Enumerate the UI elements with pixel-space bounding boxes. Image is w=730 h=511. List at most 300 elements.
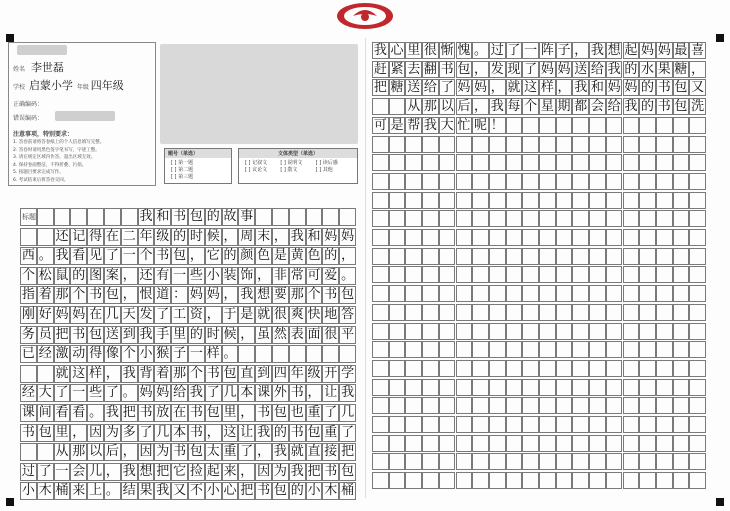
- handwritten-char: 把: [307, 463, 321, 479]
- handwritten-char: 阵: [540, 43, 554, 58]
- grid-cell: [372, 266, 389, 283]
- handwritten-char: ，: [557, 80, 571, 96]
- handwritten-char: 赶: [373, 61, 387, 77]
- grid-cell: [472, 229, 489, 246]
- note-item: 5. 按题目要求完成写作。: [13, 170, 64, 175]
- grid-cell: [439, 435, 456, 452]
- grid-cell: [389, 98, 406, 115]
- handwritten-char: 资: [189, 307, 203, 322]
- grid-cell: [606, 323, 623, 340]
- grid-cell: [389, 154, 406, 171]
- grid-cell: [422, 210, 439, 227]
- grid-cell: [673, 248, 690, 265]
- grid-cell: [689, 304, 706, 321]
- grid-cell: [572, 416, 589, 433]
- grid-cell: [623, 210, 640, 227]
- handwritten-char: 。: [223, 346, 237, 362]
- handwritten-char: ：: [173, 287, 187, 303]
- grid-cell: [489, 210, 506, 227]
- handwritten-char: 来: [72, 483, 86, 499]
- handwritten-char: 几: [223, 385, 237, 401]
- handwritten-char: 发: [490, 61, 504, 77]
- handwritten-char: 快: [307, 307, 321, 322]
- handwritten-char: 个: [72, 287, 86, 303]
- handwritten-char: 道: [156, 287, 170, 303]
- grid-cell: [405, 472, 422, 489]
- handwritten-char: 地: [324, 307, 338, 322]
- handwritten-char: 重: [324, 424, 338, 440]
- handwritten-char: 了: [156, 307, 170, 322]
- handwritten-char: 桶: [55, 483, 69, 499]
- grid-cell: [456, 360, 473, 377]
- grid-cell: [20, 228, 37, 246]
- grid-cell: [656, 472, 673, 489]
- handwritten-char: 样: [206, 346, 220, 362]
- handwritten-char: 过: [21, 463, 35, 479]
- grid-cell: [472, 453, 489, 470]
- grid-cell: [522, 472, 539, 489]
- handwritten-char: 还: [139, 267, 153, 283]
- grid-cell: [489, 472, 506, 489]
- grid-cell: [606, 379, 623, 396]
- grid-cell: [422, 136, 439, 153]
- grid-cell: [639, 229, 656, 246]
- handwritten-char: 二: [122, 228, 136, 244]
- grid-cell: [489, 285, 506, 302]
- grid-cell: [539, 453, 556, 470]
- grid-cell: [539, 173, 556, 190]
- handwritten-char: 给: [590, 61, 604, 77]
- grid-cell: [623, 304, 640, 321]
- handwritten-char: 书: [189, 405, 203, 420]
- note-item: 2. 答卷时请用黑色签字笔书写，字迹工整。: [13, 147, 100, 153]
- genre-option[interactable]: [ ] 读后感: [315, 160, 338, 166]
- grid-cell: [472, 285, 489, 302]
- grid-cell: [405, 379, 422, 396]
- handwritten-char: 一: [189, 346, 203, 362]
- grid-cell: [522, 173, 539, 190]
- handwritten-char: 木: [38, 483, 52, 499]
- grid-cell: [372, 304, 389, 321]
- grid-cell: [472, 304, 489, 321]
- grid-cell: [506, 472, 523, 489]
- handwritten-char: 发: [139, 307, 153, 322]
- handwritten-char: 课: [257, 385, 271, 401]
- handwritten-char: 星: [540, 99, 554, 115]
- handwritten-char: 把: [373, 80, 387, 96]
- handwritten-char: 着: [156, 365, 170, 381]
- grid-cell: [389, 285, 406, 302]
- grid-cell: [673, 435, 690, 452]
- grid-cell: [522, 360, 539, 377]
- grid-cell: [422, 379, 439, 396]
- handwritten-char: 妈: [457, 80, 471, 96]
- grid-cell: [589, 192, 606, 209]
- grid-cell: [539, 472, 556, 489]
- handwritten-char: 可: [307, 267, 321, 283]
- grid-cell: [405, 248, 422, 265]
- grid-cell: [539, 285, 556, 302]
- grid-cell: [606, 229, 623, 246]
- grid-cell: [656, 154, 673, 171]
- handwritten-char: 因: [257, 463, 271, 479]
- grid-cell: [639, 192, 656, 209]
- handwritten-char: 常: [290, 267, 304, 283]
- grid-cell: [606, 248, 623, 265]
- note-item: 1. 答卷前请将答卷纸上的个人信息填写完整。: [13, 140, 105, 145]
- grid-cell: [389, 435, 406, 452]
- grid-cell: [372, 416, 389, 433]
- handwritten-char: 了: [507, 43, 521, 58]
- code-row-correct: [13, 99, 43, 108]
- grid-cell: [372, 379, 389, 396]
- grid-cell: [639, 323, 656, 340]
- grid-cell: [506, 136, 523, 153]
- handwritten-char: 几: [156, 424, 170, 440]
- grid-cell: [539, 379, 556, 396]
- handwritten-char: 小: [21, 483, 35, 499]
- grid-cell: [439, 453, 456, 470]
- grid-cell: [289, 208, 306, 226]
- handwritten-char: 些: [189, 267, 203, 283]
- redacted-barcode-area: [160, 44, 358, 144]
- handwritten-char: 书: [290, 385, 304, 401]
- handwritten-char: 可: [373, 117, 387, 133]
- grid-cell: [522, 154, 539, 171]
- handwritten-char: 了: [38, 463, 52, 479]
- grid-cell: [572, 173, 589, 190]
- grid-cell: [422, 304, 439, 321]
- grid-cell: [422, 397, 439, 414]
- grid-cell: [489, 229, 506, 246]
- grid-cell: [20, 443, 37, 461]
- handwritten-char: 这: [524, 80, 538, 96]
- handwritten-char: 妈: [607, 80, 621, 96]
- handwritten-char: 喜: [691, 43, 705, 58]
- grid-cell: [673, 136, 690, 153]
- grid-cell: [572, 397, 589, 414]
- grid-cell: [372, 360, 389, 377]
- handwritten-char: 。: [38, 248, 52, 264]
- grid-cell: [372, 472, 389, 489]
- note-item: 4. 保持卷面整洁，不得折叠、污损。: [13, 162, 87, 168]
- handwritten-char: 来: [223, 463, 237, 479]
- grid-cell: [439, 397, 456, 414]
- grid-cell: [639, 266, 656, 283]
- grid-cell: [639, 397, 656, 414]
- grid-cell: [489, 397, 506, 414]
- grid-cell: [372, 453, 389, 470]
- handwritten-char: 。: [341, 267, 355, 283]
- grid-cell: [472, 210, 489, 227]
- handwritten-char: 和: [590, 80, 604, 96]
- handwritten-char: 末: [257, 228, 271, 244]
- grid-cell: [639, 435, 656, 452]
- grid-cell: [689, 154, 706, 171]
- handwritten-char: 样: [540, 80, 554, 96]
- handwritten-char: 了: [324, 405, 338, 420]
- topic-option[interactable]: [ ] 第一题: [171, 160, 194, 166]
- handwritten-char: 给: [173, 385, 187, 401]
- grid-cell: [673, 397, 690, 414]
- handwritten-char: 是: [273, 248, 287, 264]
- handwritten-char: 天: [122, 307, 136, 322]
- handwritten-char: 包: [105, 287, 119, 303]
- handwritten-char: 把: [156, 463, 170, 479]
- correct-code-label: 正确编码：: [13, 101, 44, 108]
- organization-logo: [335, 2, 395, 30]
- topic-option[interactable]: [ ] 第二题: [171, 167, 194, 173]
- handwritten-char: 为: [273, 463, 287, 479]
- grid-cell: [639, 117, 656, 134]
- handwritten-char: 捡: [189, 463, 203, 479]
- name-row: [13, 59, 64, 75]
- handwritten-char: 包: [341, 463, 355, 479]
- handwritten-char: 我: [624, 99, 638, 115]
- handwritten-char: 包: [273, 483, 287, 499]
- redacted-area: [17, 45, 67, 55]
- grid-cell: [572, 248, 589, 265]
- grid-cell: [422, 341, 439, 358]
- genre-option[interactable]: [ ] 其他: [315, 167, 333, 173]
- genre-option[interactable]: [ ] 散文: [280, 167, 298, 173]
- grid-cell: [689, 136, 706, 153]
- grid-cell: [623, 323, 640, 340]
- grid-cell: [572, 192, 589, 209]
- grid-cell: [606, 360, 623, 377]
- grid-cell: [606, 173, 623, 190]
- grid-cell: [522, 266, 539, 283]
- handwritten-char: 它: [206, 248, 220, 264]
- handwritten-char: 书: [21, 424, 35, 440]
- handwritten-char: 小: [307, 483, 321, 499]
- grid-cell: [506, 416, 523, 433]
- handwritten-char: 妈: [641, 43, 655, 58]
- handwritten-char: 个: [122, 346, 136, 362]
- grid-cell: [589, 173, 606, 190]
- grid-cell: [522, 416, 539, 433]
- grid-cell: [572, 266, 589, 283]
- handwritten-char: 书: [257, 483, 271, 499]
- handwritten-char: ，: [105, 365, 119, 381]
- handwritten-char: 包: [189, 209, 203, 224]
- handwritten-char: 故: [223, 209, 237, 224]
- grid-cell: [255, 208, 272, 226]
- handwritten-char: 妈: [72, 307, 86, 322]
- grid-cell: [389, 416, 406, 433]
- handwritten-char: 书: [290, 424, 304, 440]
- grid-cell: [656, 117, 673, 134]
- grid-cell: [522, 285, 539, 302]
- grid-cell: [405, 229, 422, 246]
- handwritten-char: 了: [105, 248, 119, 264]
- handwritten-char: 书: [189, 424, 203, 440]
- handwritten-char: 愧: [457, 43, 471, 58]
- alignment-mark: [6, 34, 14, 42]
- grid-cell: [506, 341, 523, 358]
- handwritten-char: 直: [240, 365, 254, 381]
- handwritten-char: 好: [38, 307, 52, 322]
- genre-box-title: 文体类型（单选）: [239, 149, 357, 158]
- handwritten-char: 饰: [240, 267, 254, 283]
- handwritten-char: 妈: [657, 43, 671, 58]
- handwritten-char: 的: [189, 326, 203, 342]
- handwritten-char: 直: [307, 444, 321, 460]
- genre-option[interactable]: [ ] 说明文: [280, 160, 303, 166]
- grid-cell: [389, 173, 406, 190]
- handwritten-char: 。: [122, 385, 136, 401]
- handwritten-char: 虽: [257, 326, 271, 342]
- handwritten-char: ，: [240, 326, 254, 342]
- grid-cell: [689, 173, 706, 190]
- handwritten-char: 的: [223, 248, 237, 264]
- grid-cell: [572, 435, 589, 452]
- handwritten-char: 的: [206, 209, 220, 224]
- handwritten-char: 我: [273, 444, 287, 460]
- grid-cell: [589, 266, 606, 283]
- genre-option[interactable]: [ ] 议论文: [245, 167, 268, 173]
- handwritten-char: 多: [122, 424, 136, 440]
- handwritten-char: 恨: [139, 287, 153, 303]
- topic-option[interactable]: [ ] 第三题: [171, 174, 194, 180]
- grid-cell: [639, 360, 656, 377]
- grid-cell: [606, 136, 623, 153]
- handwritten-char: ，: [223, 287, 237, 303]
- grid-cell: [639, 173, 656, 190]
- handwritten-char: 就: [290, 444, 304, 460]
- grid-cell: [673, 416, 690, 433]
- handwritten-char: 本: [240, 385, 254, 401]
- genre-option[interactable]: [ ] 记叙文: [245, 160, 268, 166]
- grid-cell: [405, 360, 422, 377]
- handwritten-char: ，: [122, 444, 136, 460]
- grid-cell: [539, 304, 556, 321]
- handwritten-char: 木: [324, 483, 338, 499]
- grid-cell: [539, 136, 556, 153]
- grid-cell: [572, 285, 589, 302]
- handwritten-char: 要: [273, 287, 287, 303]
- grid-cell: [572, 229, 589, 246]
- handwritten-char: 爽: [290, 307, 304, 322]
- handwritten-char: 书: [257, 405, 271, 420]
- handwritten-char: 。: [474, 43, 488, 58]
- grid-cell: [522, 229, 539, 246]
- handwritten-char: 太: [206, 444, 220, 460]
- grid-cell: [405, 397, 422, 414]
- grid-cell: [689, 416, 706, 433]
- handwritten-char: 给: [607, 99, 621, 115]
- handwritten-char: ，: [189, 248, 203, 264]
- grid-cell: [623, 435, 640, 452]
- grid-cell: [372, 173, 389, 190]
- grid-cell: [556, 341, 573, 358]
- grid-cell: [456, 472, 473, 489]
- handwritten-char: ，: [223, 228, 237, 244]
- grid-cell: [539, 192, 556, 209]
- handwritten-char: 小: [206, 483, 220, 499]
- grid-cell: [639, 379, 656, 396]
- grid-cell: [439, 360, 456, 377]
- grid-cell: [439, 210, 456, 227]
- handwritten-char: 我: [290, 228, 304, 244]
- handwritten-char: 了: [524, 61, 538, 77]
- grid-cell: [673, 472, 690, 489]
- grid-cell: [589, 453, 606, 470]
- handwritten-char: 一: [173, 267, 187, 283]
- grid-cell: [623, 173, 640, 190]
- handwritten-char: 很: [423, 43, 437, 58]
- handwritten-char: 事: [240, 209, 254, 224]
- grid-cell: [489, 323, 506, 340]
- handwritten-char: 我: [290, 463, 304, 479]
- handwritten-char: 把: [122, 405, 136, 420]
- handwritten-char: 送: [105, 326, 119, 342]
- handwritten-char: 鼠: [55, 267, 69, 283]
- handwritten-char: 然: [273, 326, 287, 342]
- handwritten-char: 时: [189, 228, 203, 244]
- handwritten-char: 的: [324, 248, 338, 264]
- handwritten-char: 已: [21, 346, 35, 362]
- grid-cell: [606, 154, 623, 171]
- handwritten-char: 刚: [21, 307, 35, 322]
- grid-cell: [656, 248, 673, 265]
- handwritten-char: 到: [257, 365, 271, 381]
- grid-cell: [372, 98, 389, 115]
- grid-cell: [639, 453, 656, 470]
- wrong-code-label: 错误编码：: [13, 115, 44, 122]
- grid-cell: [405, 136, 422, 153]
- grid-cell: [405, 154, 422, 171]
- handwritten-char: 妈: [341, 228, 355, 244]
- handwritten-char: 的: [624, 61, 638, 77]
- handwritten-char: 得: [89, 228, 103, 244]
- grid-cell: [589, 360, 606, 377]
- code-row-wrong: [13, 113, 43, 122]
- grid-cell: [556, 173, 573, 190]
- handwritten-char: 在: [173, 405, 187, 420]
- redacted-code: [55, 111, 115, 121]
- handwritten-char: 包: [307, 424, 321, 440]
- handwritten-char: 都: [574, 99, 588, 115]
- handwritten-char: 于: [223, 307, 237, 322]
- handwritten-char: 那: [423, 99, 437, 115]
- grid-cell: [606, 266, 623, 283]
- grid-cell: [272, 208, 289, 226]
- grid-cell: [372, 285, 389, 302]
- handwritten-char: 。: [89, 405, 103, 420]
- grid-cell: [506, 154, 523, 171]
- grid-cell: [489, 341, 506, 358]
- grid-cell: [489, 173, 506, 190]
- grid-cell: [689, 266, 706, 283]
- grid-cell: [389, 136, 406, 153]
- grid-cell: [623, 154, 640, 171]
- handwritten-char: 见: [89, 248, 103, 264]
- grid-cell: [606, 472, 623, 489]
- handwritten-char: 的: [173, 228, 187, 244]
- grid-cell: [673, 192, 690, 209]
- handwritten-char: 子: [557, 43, 571, 58]
- grid-cell: [389, 248, 406, 265]
- handwritten-char: 我: [122, 365, 136, 381]
- handwritten-char: 以: [89, 444, 103, 460]
- handwritten-char: 包: [273, 405, 287, 420]
- grade-value: 四年级: [90, 79, 124, 92]
- grid-cell: [623, 453, 640, 470]
- handwritten-char: 糖: [390, 80, 404, 96]
- handwritten-char: 放: [156, 405, 170, 420]
- grid-cell: [405, 435, 422, 452]
